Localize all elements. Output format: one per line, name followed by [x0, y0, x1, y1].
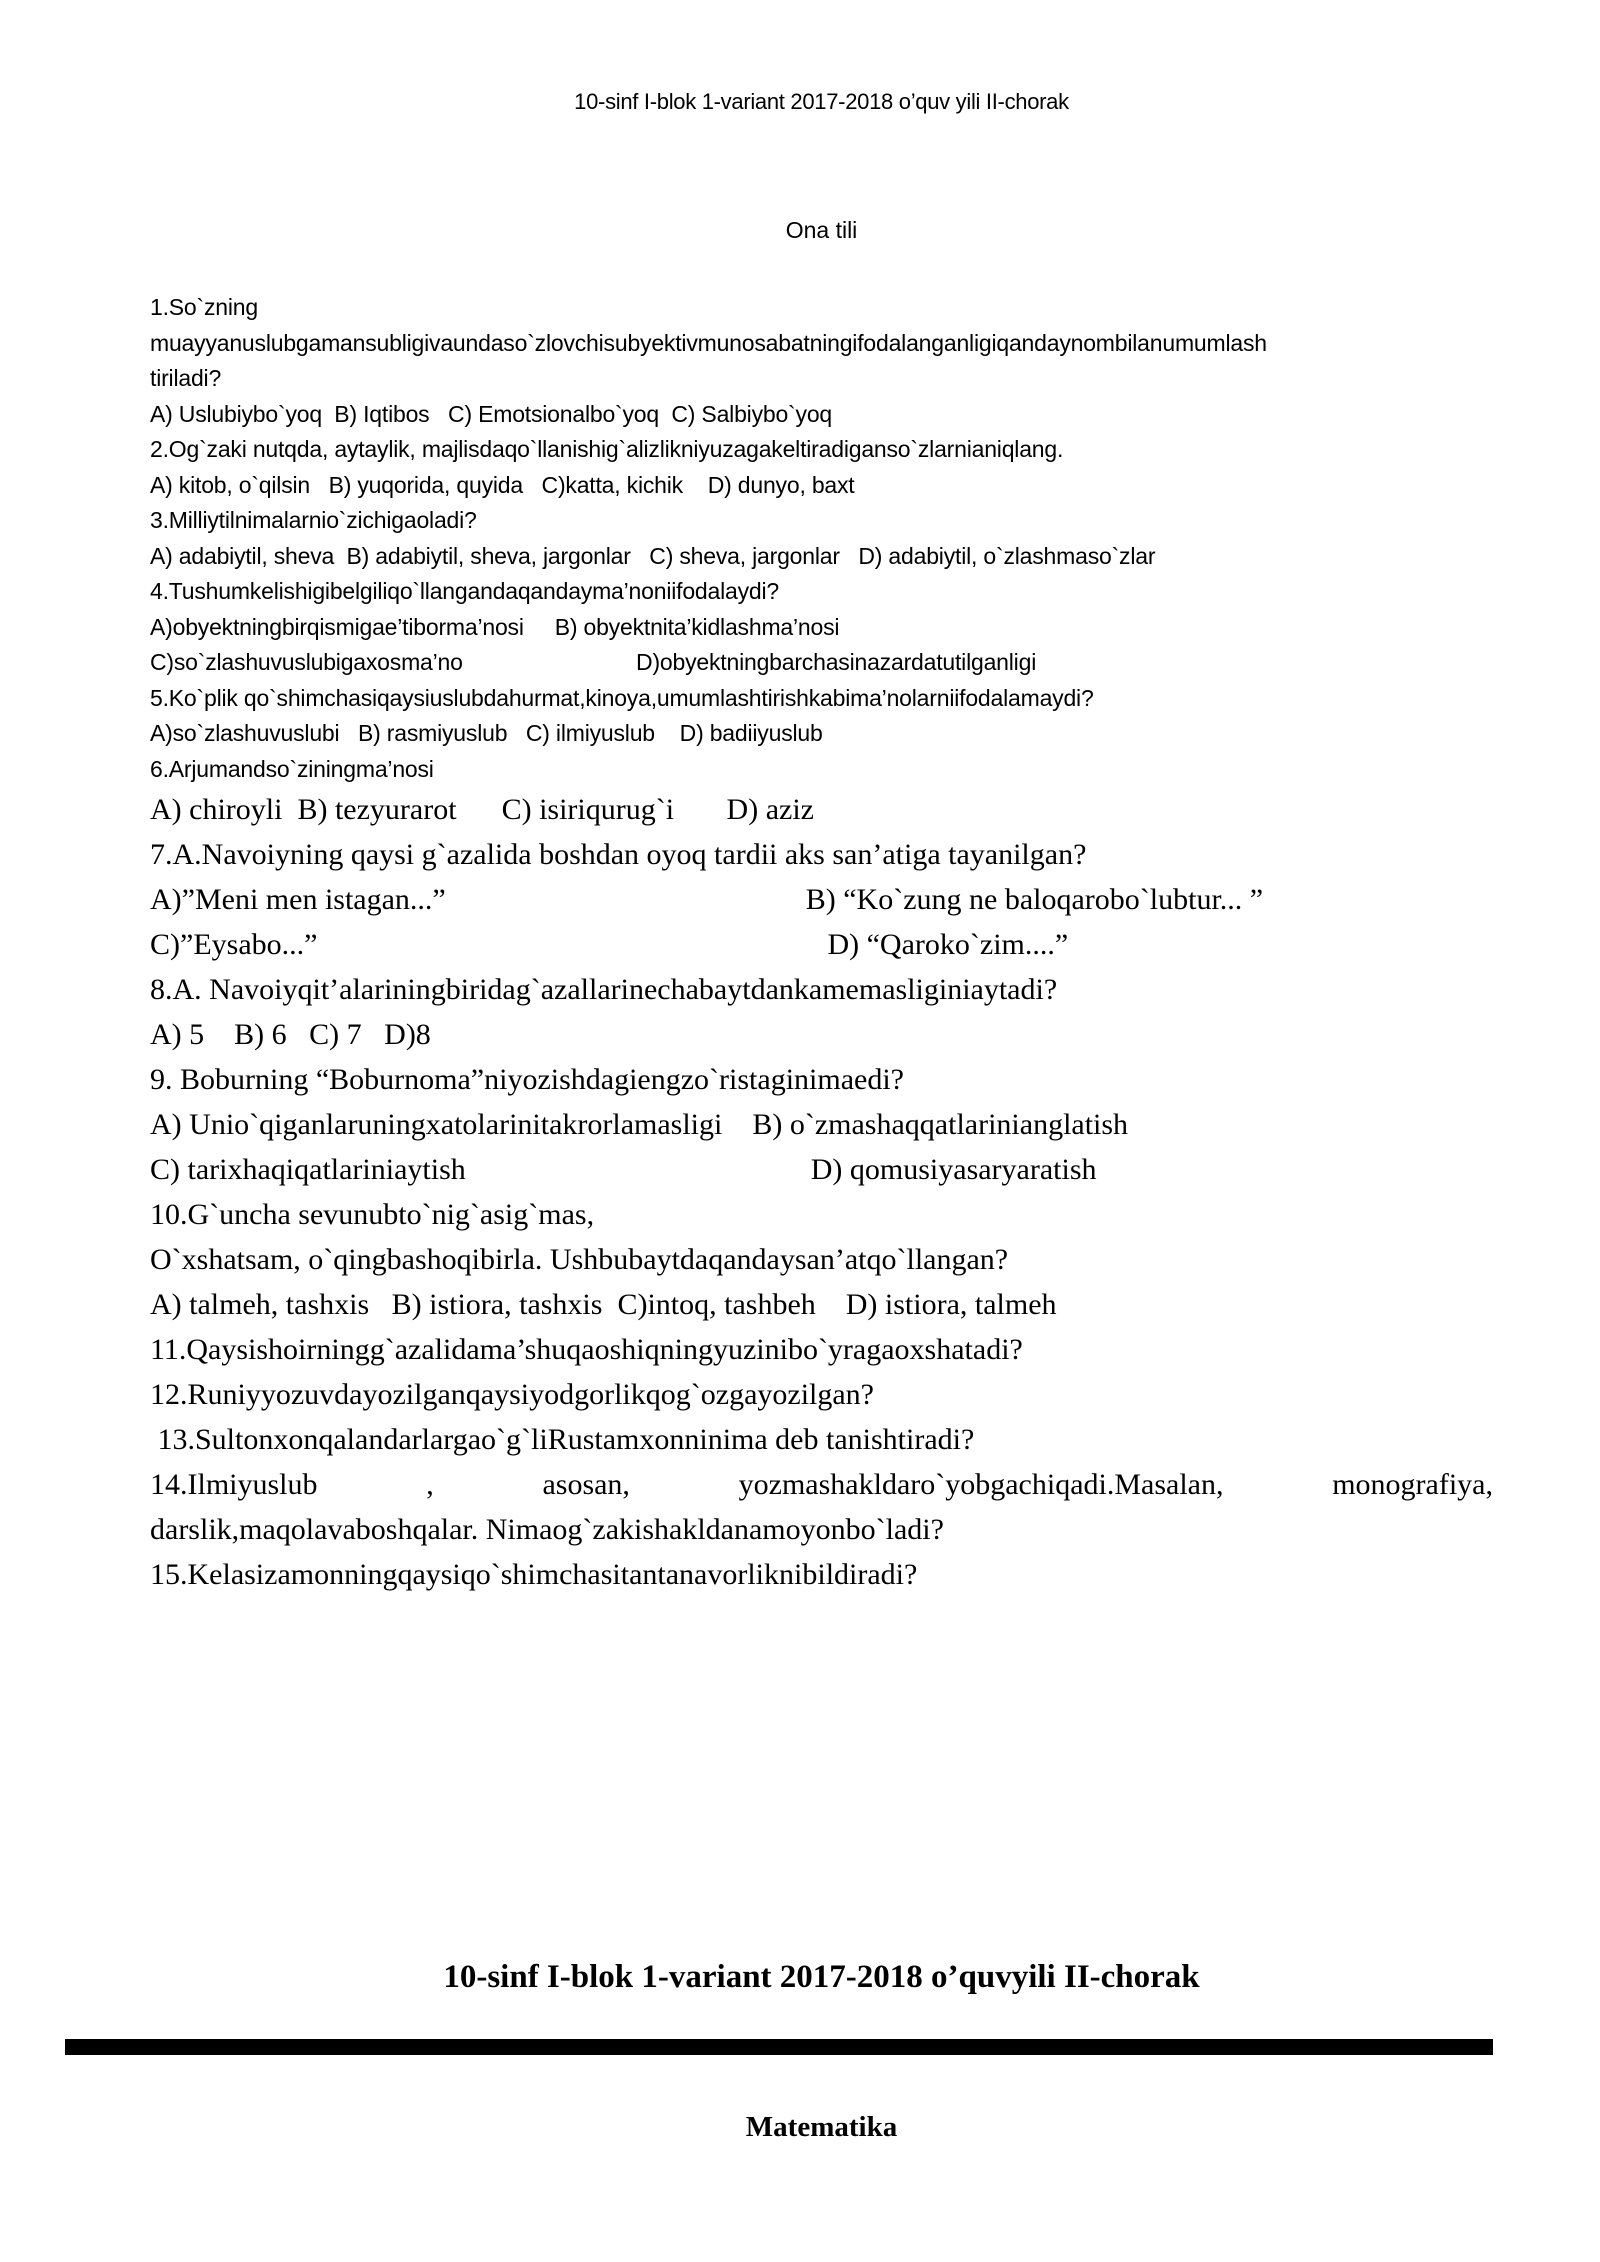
- text-line: A) Unio`qiganlaruningxatolarinitakrorlamasligi B) o`zmashaqqatlarinianglatish: [150, 1108, 1129, 1141]
- text-line: 2.Og`zaki nutqda, aytaylik, majlisdaqo`llanishig`alizlikniyuzagakeltiradiganso`zlarnianiqlang.: [150, 436, 1064, 462]
- text-line: 11.Qaysishoirningg`azalidama’shuqaoshiqningyuzinibo`yragaoxshatadi?: [150, 1333, 1023, 1366]
- section-divider-bar: [65, 2039, 1493, 2055]
- text-line: A) 5 B) 6 C) 7 D)8: [150, 1018, 431, 1051]
- text-line: O`xshatsam, o`qingbashoqibirla. Ushbubaytdaqandaysan’atqo`llangan?: [150, 1243, 1009, 1276]
- text-line: 7.A.Navoiyning qaysi g`azalida boshdan oyoq tardii aks san’atiga tayanilgan?: [150, 838, 1087, 871]
- section-title: Ona tili: [785, 217, 858, 243]
- text-line: A)”Meni men istagan...” B) “Ko`zung ne baloqarobo`lubtur... ”: [150, 883, 1264, 916]
- text-line: darslik,maqolavaboshqalar. Nimaog`zakishakldanamoyonbo`ladi?: [150, 1513, 944, 1546]
- footer-subject: Matematika: [745, 2111, 898, 2143]
- question-lines: [150, 290, 1493, 1597]
- footer-title: 10-sinf I-blok 1-variant 2017-2018 o’quvyili II-chorak: [443, 1959, 1200, 1995]
- text-line: 15.Kelasizamonningqaysiqo`shimchasitantanavorliknibildiradi?: [150, 1558, 918, 1591]
- text-line: A) kitob, o`qilsin B) yuqorida, quyida C)katta, kichik D) dunyo, baxt: [150, 471, 855, 498]
- page-header: 10-sinf I-blok 1-variant 2017-2018 o’quv yili II-chorak: [574, 89, 1069, 114]
- text-line: 10.G`uncha sevunubto`nig`asig`mas,: [150, 1198, 595, 1231]
- text-line: C) tarixhaqiqatlariniaytish D) qomusiyasaryaratish: [150, 1153, 1097, 1186]
- text-line: 14.Ilmiyuslub , asosan, yozmashakldaro`yobgachiqadi.Masalan, monografiya,: [150, 1468, 1493, 1501]
- text-line: 5.Ko`plik qo`shimchasiqaysiuslubdahurmat,kinoya,umumlashtirishkabima’nolarniifodalamaydi?: [150, 684, 1094, 711]
- text-line: 1.So`zning: [150, 294, 258, 320]
- text-line: 3.Milliytilnimalarnio`zichigaoladi?: [150, 507, 477, 533]
- text-line: 13.Sultonxonqalandarlargao`g`liRustamxonninima deb tanishtiradi?: [150, 1423, 975, 1456]
- text-line: A)obyektningbirqismigae’tiborma’nosi B) obyektnita’kidlashma’nosi: [150, 613, 840, 640]
- text-line: 6.Arjumandso`ziningma’nosi: [150, 755, 434, 782]
- text-line: 4.Tushumkelishigibelgiliqo`llangandaqandayma’noniifodalaydi?: [150, 578, 780, 604]
- text-line: A) chiroyli B) tezyurarot C) isiriqurug`i D) aziz: [150, 793, 814, 826]
- text-line: A) Uslubiybo`yoq B) Iqtibos C) Emotsionalbo`yoq C) Salbiybo`yoq: [150, 400, 833, 427]
- text-line: tiriladi?: [150, 365, 222, 391]
- text-line: A) talmeh, tashxis B) istiora, tashxis C)intoq, tashbeh D) istiora, talmeh: [150, 1288, 1057, 1321]
- text-line: 9. Boburning “Boburnoma”niyozishdagiengzo`ristaginimaedi?: [150, 1063, 904, 1096]
- text-line: 12.Runiyyozuvdayozilganqaysiyodgorlikqog`ozgayozilgan?: [150, 1378, 874, 1411]
- text-line: A)so`zlashuvuslubi B) rasmiyuslub C) ilmiyuslub D) badiiyuslub: [150, 720, 823, 746]
- text-line: C)”Eysabo...” D) “Qaroko`zim....”: [150, 928, 1069, 961]
- text-line: 8.A. Navoiyqit’alariningbiridag`azallarinechabaytdankamemasliginiaytadi?: [150, 973, 1058, 1006]
- text-line: C)so`zlashuvuslubigaxosma’no D)obyektningbarchasinazardatutilganligi: [150, 649, 1037, 675]
- text-line: A) adabiytil, sheva B) adabiytil, sheva, jargonlar C) sheva, jargonlar D) adabiytil, o`zlashmaso`zlar: [150, 542, 1156, 569]
- text-line: muayyanuslubgamansubligivaundaso`zlovchisubyektivmunosabatningifodalanganligiqandaynombilanumumlash: [150, 329, 1267, 356]
